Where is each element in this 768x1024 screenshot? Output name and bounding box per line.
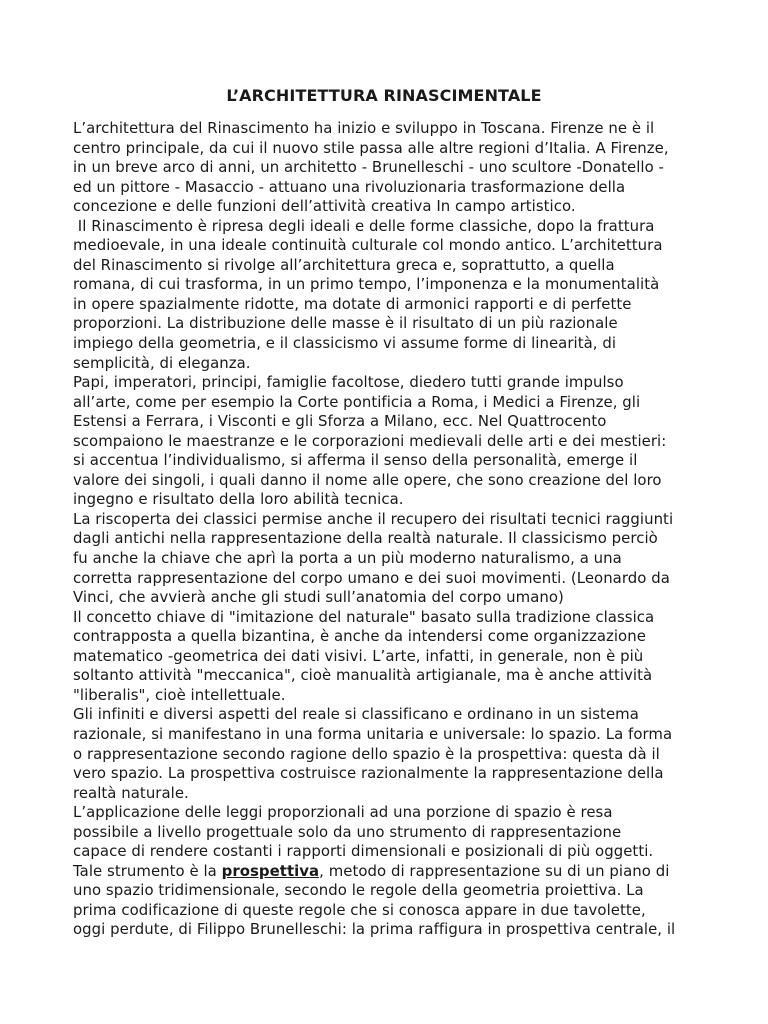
text-line: fu anche la chiave che aprì la porta a un più moderno naturalismo, a una (73, 549, 622, 568)
text-line: razionale, si manifestano in una forma unitaria e universale: lo spazio. La forma (73, 724, 673, 743)
text-line: semplicità, di eleganza. (73, 353, 251, 372)
text-line: all’arte, come per esempio la Corte pontificia a Roma, i Medici a Firenze, gli (73, 392, 641, 411)
text-line: scompaiono le maestranze e le corporazioni medievali delle arti e dei mestieri: (73, 431, 667, 450)
text-line: soltanto attività "meccanica", cioè manualità artigianale, ma è anche attività (73, 666, 653, 685)
text-line: oggi perdute, di Filippo Brunelleschi: la prima raffigura in prospettiva centrale, il (73, 920, 676, 939)
text-line: "liberalis", cioè intellettuale. (73, 685, 286, 704)
text-line: ingegno e risultato della loro abilità tecnica. (73, 490, 404, 509)
text-segment: Tale strumento è la (73, 861, 222, 880)
text-line: ed un pittore - Masaccio - attuano una rivoluzionaria trasformazione della (73, 177, 626, 196)
text-line: Estensi a Ferrara, i Visconti e gli Sforza a Milano, ecc. Nel Quattrocento (73, 412, 607, 431)
text-line: Gli infiniti e diversi aspetti del reale si classificano e ordinano in un sistema (73, 705, 639, 724)
text-line: in un breve arco di anni, un architetto - Brunelleschi - uno scultore -Donatello - (73, 158, 664, 177)
text-line: proporzioni. La distribuzione delle masse è il risultato di un più razionale (73, 314, 618, 333)
text-line: si accentua l’individualismo, si afferma il senso della personalità, emerge il (73, 451, 638, 470)
text-line: o rappresentazione secondo ragione dello spazio è la prospettiva: questa dà il (73, 744, 660, 763)
text-line: L’architettura del Rinascimento ha inizio e sviluppo in Toscana. Firenze ne è il (73, 119, 655, 137)
text-line: realtà naturale. (73, 783, 189, 802)
highlighted-term: prospettiva (221, 861, 320, 880)
text-line: Papi, imperatori, principi, famiglie facoltose, diedero tutti grande impulso (73, 373, 624, 392)
text-line-with-term (73, 862, 713, 882)
text-line: La riscoperta dei classici permise anche il recupero dei risultati tecnici raggiunti (73, 509, 674, 528)
text-line: del Rinascimento si rivolge all’architettura greca e, soprattutto, a quella (73, 255, 615, 274)
text-line: impiego della geometria, e il classicismo vi assume forme di linearità, di (73, 334, 617, 353)
text-line: medioevale, in una ideale continuità culturale col mondo antico. L’architettura (73, 236, 663, 255)
text-line: in opere spazialmente ridotte, ma dotate di armonici rapporti e di perfette (73, 294, 632, 313)
text-line: concezione e delle funzioni dell’attività creativa In campo artistico. (73, 197, 576, 216)
text-line: Vinci, che avvierà anche gli studi sull’anatomia del corpo umano) (73, 588, 564, 607)
text-line: romana, di cui trasforma, in un primo tempo, l’imponenza e la monumentalità (73, 275, 660, 294)
text-line: contrapposta a quella bizantina, è anche da intendersi come organizzazione (73, 627, 646, 646)
text-line: uno spazio tridimensionale, secondo le regole della geometria proiettiva. La (73, 881, 644, 900)
text-line: valore dei singoli, i quali danno il nome alle opere, che sono creazione del loro (73, 470, 662, 489)
text-line: matematico -geometrica dei dati visivi. L’arte, infatti, in generale, non è più (73, 646, 644, 665)
document-title: L’ARCHITETTURA RINASCIMENTALE (226, 86, 542, 105)
document-body (73, 119, 713, 940)
text-line: dagli antichi nella rappresentazione della realtà naturale. Il classicismo perciò (73, 529, 658, 548)
text-line: vero spazio. La prospettiva costruisce razionalmente la rappresentazione della (73, 764, 664, 783)
text-line: L’applicazione delle leggi proporzionali ad una porzione di spazio è resa (73, 803, 613, 822)
text-line: prima codificazione di queste regole che si conosca appare in due tavolette, (73, 900, 646, 919)
text-line: Il Rinascimento è ripresa degli ideali e delle forme classiche, dopo la frattura (73, 216, 655, 235)
text-line: possibile a livello progettuale solo da uno strumento di rappresentazione (73, 822, 622, 841)
text-segment: , metodo di rappresentazione su di un piano di (319, 861, 670, 880)
text-line: capace di rendere costanti i rapporti dimensionali e posizionali di più oggetti. (73, 842, 654, 861)
text-line: centro principale, da cui il nuovo stile passa alle altre regioni d’Italia. A Firenze, (73, 138, 669, 157)
text-line: corretta rappresentazione del corpo umano e dei suoi movimenti. (Leonardo da (73, 568, 670, 587)
text-line: Il concetto chiave di "imitazione del naturale" basato sulla tradizione classica (73, 607, 655, 626)
